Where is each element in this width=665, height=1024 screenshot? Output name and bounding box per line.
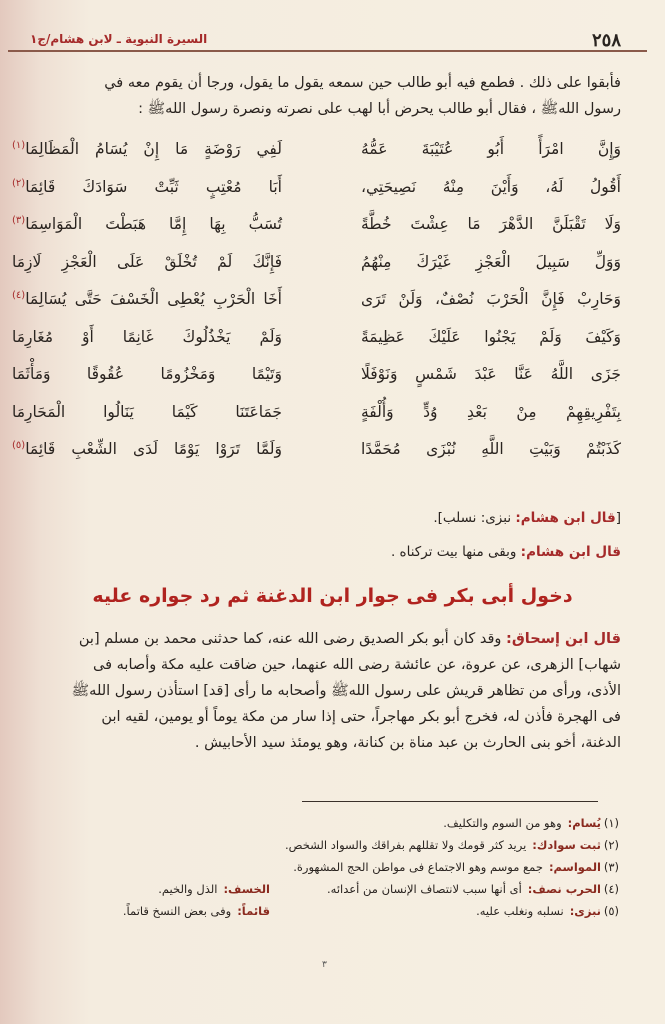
footnote-term: ثبت سوادك: — [532, 838, 601, 852]
verse-first-hemistich: وَإِنَّ امْرَأً أَبُو عُتَيْبَةَ عَمُّهُ — [361, 140, 621, 158]
footnote-marker: (٢) — [12, 177, 26, 189]
verse-first-hemistich: وَحَارِبْ فَإِنَّ الْحَرْبَ نُصْفٌ، وَلَنْ تَرَى — [361, 290, 621, 308]
intro-line: رسول اللهﷺ ، فقال أبو طالب يحرض أبا لهب على نصرته ونصرة رسول اللهﷺ : — [138, 101, 621, 117]
verse-second-hemistich: تُسَبُّ بِهَا إِمَّا هَبَطْتَ الْمَوَاسِمَا$^{(٣)}$ — [12, 215, 282, 234]
poem-verse — [6, 290, 629, 328]
note-text: وبقى منها بيت تركناه . — [390, 544, 517, 560]
section-line: الدغنة، أخو بنى الحارث بن عبد مناة بن كنانة، وهو يومئذ سيد الأحابيش . — [194, 735, 621, 751]
footnote-marker: (٤) — [12, 290, 26, 301]
footnote-text: وهو من السوم والتكليف. — [443, 816, 562, 830]
section-label: قال ابن إسحاق: — [506, 631, 621, 647]
verse-second-hemistich: أَبَا مُعْتِبٍ ثَبِّتْ سَوَادَكَ قَائِمَا$^{(٢)}$ — [12, 177, 282, 196]
verse-first-hemistich: أَقُولُ لَهُ، وَأَيْنَ مِنْهُ نَصِيحَتِي، — [361, 177, 621, 196]
footnote-rule — [302, 801, 598, 802]
footnote-text: يريد كثر قومك ولا تقللهم بفراقك والسواد الشخص. — [285, 838, 527, 852]
note-label: قال ابن هشام: — [515, 510, 616, 526]
footnotes — [40, 812, 619, 922]
footnote: (١)يُسام:وهو من السوم والتكليف. — [443, 816, 619, 830]
footnote-term: نبزى: — [569, 904, 601, 918]
verse-second-hemistich: لَفِي رَوْضَةٍ مَا إِنْ يُسَامُ الْمَظَالِمَا$^{(١)}$ — [12, 140, 282, 159]
footnote-text: أى أنها سبب لانتصاف الإنسان من أعدائه. — [327, 882, 522, 896]
page-header — [8, 28, 647, 58]
footnote: (٤)الحرب نصف:أى أنها سبب لانتصاف الإنسان من أعدائه. الخسف:الذل والخيم. — [40, 878, 619, 900]
section-line: قال ابن إسحاق: وقد كان أبو بكر الصديق رضى الله عنه، كما حدثنى محمد بن مسلم [بن — [78, 631, 621, 647]
section-paragraph — [20, 626, 621, 756]
footnote-marker: (١) — [12, 140, 26, 151]
footnote: (٣)المواسم:جمع موسم وهو الاجتماع فى مواطن الحج المشهورة. — [293, 860, 619, 874]
poem-verse — [6, 140, 629, 178]
footnote-marker: (٣) — [12, 215, 26, 226]
poem-verse — [6, 253, 629, 291]
verse-second-hemistich: أَخَا الْحَرْبِ يُعْطِى الْخَسْفَ حَتَّى يُسَالِمَا$^{(٤)}$ — [12, 290, 282, 309]
section-line: الأذى، ورأى من تظاهر قريش على رسول اللهﷺ وأصحابه ما رأى [قد] استأذن رسول اللهﷺ — [71, 683, 621, 699]
verse-second-hemistich: وَتَيْمًا وَمَخْزُومًا عُقُوقًا وَمَأْثَمَا — [12, 365, 282, 384]
page-number: ٢٥٨ — [591, 30, 621, 51]
verse-first-hemistich: وَوَلِّ سَبِيلَ الْعَجْزِ غَيْرَكَ مِنْهُمُ — [361, 252, 621, 271]
poem-verse — [6, 403, 629, 441]
intro-line: فأبقوا على ذلك . فطمع فيه أبو طالب حين سمعه يقول ما يقول، ورجا أن يقوم معه في — [104, 75, 621, 91]
section-title: دخول أبى بكر فى جوار ابن الدغنة ثم رد جواره عليه — [92, 585, 573, 607]
poem-verse — [6, 215, 629, 253]
footnote-text: نسلبه ونغلب عليه. — [476, 904, 564, 918]
poem-verse — [6, 365, 629, 403]
ibn-hisham-note — [391, 544, 621, 560]
poem-verse — [6, 178, 629, 216]
footnote-term: المواسم: — [548, 860, 601, 874]
header-rule — [8, 50, 647, 52]
verse-second-hemistich: وَلَمَّا تَرَوْا يَوْمًا لَدَى الشِّعْبِ قَائِمَا$^{(٥)}$ — [12, 440, 282, 459]
poem-verse — [6, 440, 629, 478]
note-text: نبزى: نسلب]. — [433, 510, 512, 526]
poem — [6, 140, 629, 478]
verse-second-hemistich: جَمَاعَتَنَا كَيْمَا يَنَالُوا الْمَحَارِمَا — [12, 402, 282, 421]
verse-first-hemistich: كَذَبْتُمْ وَبَيْتِ اللَّهِ نُبْزَى مُحَمَّدًا — [361, 440, 621, 458]
footnote: (٢)ثبت سوادك:يريد كثر قومك ولا تقللهم بفراقك والسواد الشخص. — [285, 838, 619, 852]
page-mark: ٣ — [322, 960, 327, 970]
verse-first-hemistich: وَكَيْفَ وَلَمْ يَجْنُوا عَلَيْكَ عَظِيمَةً — [361, 327, 621, 346]
section-line: فى الهجرة فأذن له، فخرج أبو بكر مهاجراً، حتى إذا سار من مكة يوماً أو يومين، لقيه ابن — [101, 709, 621, 725]
footnote-term: الحرب نصف: — [527, 882, 601, 896]
verse-first-hemistich: جَزَى اللَّهُ عَنَّا عَبْدَ شَمْسٍ وَنَوْفَلًا — [361, 365, 621, 383]
footnote-text: جمع موسم وهو الاجتماع فى مواطن الحج المشهورة. — [293, 860, 543, 874]
footnote-side: الخسف:الذل والخيم. — [158, 882, 270, 896]
verse-second-hemistich: فَإِنَّكَ لَمْ تُخْلَقْ عَلَى الْعَجْزِ لَازِمَا — [12, 252, 282, 271]
note-label: قال ابن هشام: — [520, 544, 621, 560]
verse-first-hemistich: بِتَفْرِيقِهِمْ مِنْ بَعْدِ وُدٍّ وَأُلْفَةٍ — [361, 402, 621, 421]
footnote: (٥)نبزى:نسلبه ونغلب عليه. قائماً:وفى بعض النسخ قاتماً. — [40, 900, 619, 922]
verse-second-hemistich: وَلَمْ يَخْذُلُوكَ غَانِمًا أَوْ مُغَارِمَا — [12, 327, 282, 346]
verse-first-hemistich: وَلَا تَقْبَلَنَّ الدَّهْرَ مَا عِشْتَ خُطَّةً — [361, 215, 621, 233]
section-line: شهاب] الزهرى، عن عروة، عن عائشة رضى الله عنهما، حين ضاقت عليه مكة وأصابه فى — [93, 657, 621, 673]
footnote-side: قائماً:وفى بعض النسخ قاتماً. — [122, 904, 270, 918]
footnote-term: يُسام: — [567, 816, 601, 830]
poem-verse — [6, 328, 629, 366]
running-title: السيرة النبوية ـ لابن هشام/ج١ — [30, 32, 208, 46]
ibn-hisham-note: [قال ابن هشام: نبزى: نسلب]. — [433, 510, 621, 526]
footnote-marker: (٥) — [12, 440, 26, 451]
intro-paragraph — [20, 70, 621, 122]
